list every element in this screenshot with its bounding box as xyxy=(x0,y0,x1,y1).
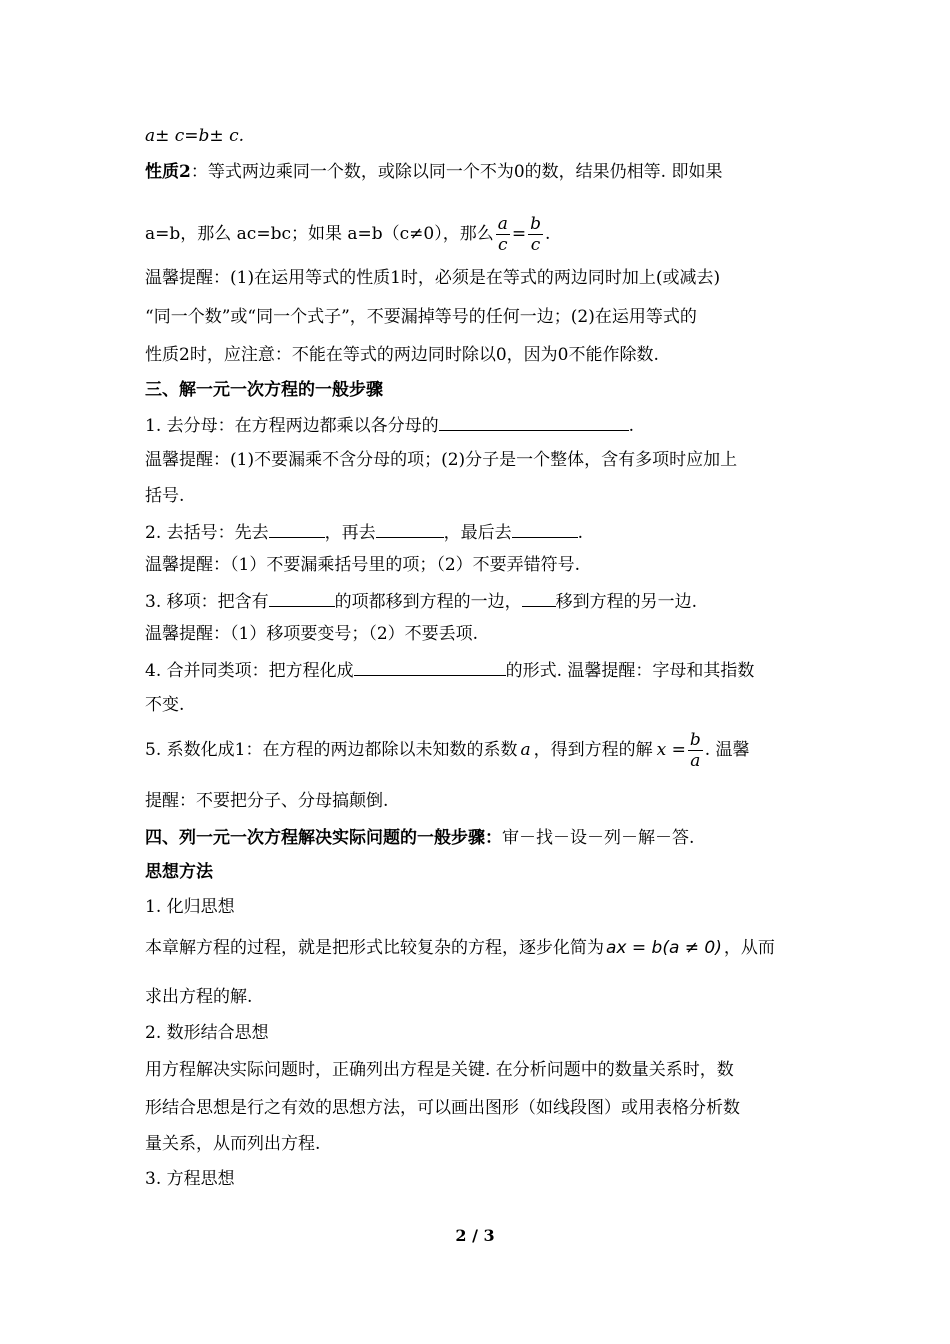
blank xyxy=(269,519,325,538)
subheading: 1. 化归思想 xyxy=(145,897,235,917)
step-3-line xyxy=(145,588,697,614)
text: 的形式. 温馨提醒：字母和其指数 xyxy=(505,661,755,681)
text: 的项都移到方程的一边， xyxy=(334,592,522,612)
text-line: 括号. xyxy=(145,486,185,506)
blank xyxy=(439,412,629,431)
text: . 温馨 xyxy=(704,740,750,760)
text-line: 用方程解决实际问题时，正确列出方程是关键. 在分析问题中的数量关系时，数 xyxy=(145,1060,734,1080)
reminder-line: 温馨提醒：（1）移项要变号；（2）不要丢项. xyxy=(145,624,479,644)
coefficient-variable: a xyxy=(520,740,531,760)
subheading: 2. 数形结合思想 xyxy=(145,1023,269,1043)
fraction-a-over-c xyxy=(496,214,510,255)
solution-variable: x = xyxy=(656,740,686,760)
text-line: 性质2时，应注意：不能在等式的两边同时除以0，因为0不能作除数. xyxy=(145,345,659,365)
text: 1. 去分母：在方程两边都乘以各分母的 xyxy=(145,416,439,436)
fraction-denominator: c xyxy=(530,234,541,255)
reminder-line: 温馨提醒：(1)不要漏乘不含分母的项；(2)分子是一个整体，含有多项时应加上 xyxy=(145,450,738,470)
blank xyxy=(376,519,444,538)
period: . xyxy=(577,523,584,543)
equals-sign: = xyxy=(511,224,527,244)
reminder-line: 提醒：不要把分子、分母搞颠倒. xyxy=(145,791,389,811)
text: 3. 移项：把含有 xyxy=(145,592,269,612)
period: . xyxy=(628,416,635,436)
section-heading-line xyxy=(145,826,694,850)
fraction-denominator: c xyxy=(498,234,508,255)
text: 2. 去括号：先去 xyxy=(145,523,269,543)
text: a=b，那么 ac=bc；如果 a=b（c≠0），那么 xyxy=(145,224,494,244)
blank xyxy=(354,657,506,676)
subheading: 3. 方程思想 xyxy=(145,1169,235,1189)
page-number: 2 / 3 xyxy=(455,1226,495,1245)
section-heading: 四、列一元一次方程解决实际问题的一般步骤： xyxy=(145,828,502,848)
text: 4. 合并同类项：把方程化成 xyxy=(145,661,354,681)
text-line: 量关系，从而列出方程. xyxy=(145,1134,321,1154)
text: 移到方程的另一边. xyxy=(555,592,698,612)
fraction-denominator: a xyxy=(690,750,701,771)
fraction-numerator: a xyxy=(497,213,508,234)
text-line: 不变. xyxy=(145,695,185,715)
text: 本章解方程的过程，就是把形式比较复杂的方程，逐步化简为 xyxy=(145,938,604,958)
reminder-line: 温馨提醒：（1）不要漏乘括号里的项；（2）不要弄错符号. xyxy=(145,555,581,575)
text: ，最后去 xyxy=(443,523,512,543)
equation: ax = b(a ≠ 0) xyxy=(606,938,722,958)
text-line: 求出方程的解. xyxy=(145,987,253,1007)
text: 审－找－设－列－解－答. xyxy=(502,828,695,848)
text-line xyxy=(145,930,775,966)
fraction-numerator: b xyxy=(530,213,541,234)
text-line: 形结合思想是行之有效的思想方法，可以画出图形（如线段图）或用表格分析数 xyxy=(145,1098,740,1118)
property-2-formula-line xyxy=(145,212,550,256)
fraction-b-over-a xyxy=(688,730,703,771)
text-line: “同一个数”或“同一个式子”，不要漏掉等号的任何一边；(2)在运用等式的 xyxy=(145,307,697,327)
text-line: a± c=b± c. xyxy=(145,126,245,146)
blank xyxy=(269,588,335,607)
property-2-heading: 性质2 xyxy=(145,162,191,182)
step-1-line xyxy=(145,412,634,438)
step-5-line xyxy=(145,728,750,772)
fraction-b-over-c xyxy=(528,214,543,255)
text: ，从而 xyxy=(723,938,775,958)
blank xyxy=(522,588,556,607)
period: . xyxy=(545,224,551,244)
text: 5. 系数化成1：在方程的两边都除以未知数的系数 xyxy=(145,740,518,760)
text: ，得到方程的解 xyxy=(533,740,653,760)
section-heading: 思想方法 xyxy=(145,862,213,882)
blank xyxy=(512,519,578,538)
text: ，再去 xyxy=(324,523,376,543)
fraction-numerator: b xyxy=(689,729,701,750)
text: ：等式两边乘同一个数，或除以同一个不为0的数，结果仍相等. 即如果 xyxy=(190,162,723,182)
step-2-line xyxy=(145,519,583,545)
property-2-line xyxy=(145,160,722,184)
section-heading: 三、解一元一次方程的一般步骤 xyxy=(145,380,383,400)
step-4-line xyxy=(145,657,754,683)
reminder-line: 温馨提醒：(1)在运用等式的性质1时，必须是在等式的两边同时加上(或减去) xyxy=(145,268,721,288)
